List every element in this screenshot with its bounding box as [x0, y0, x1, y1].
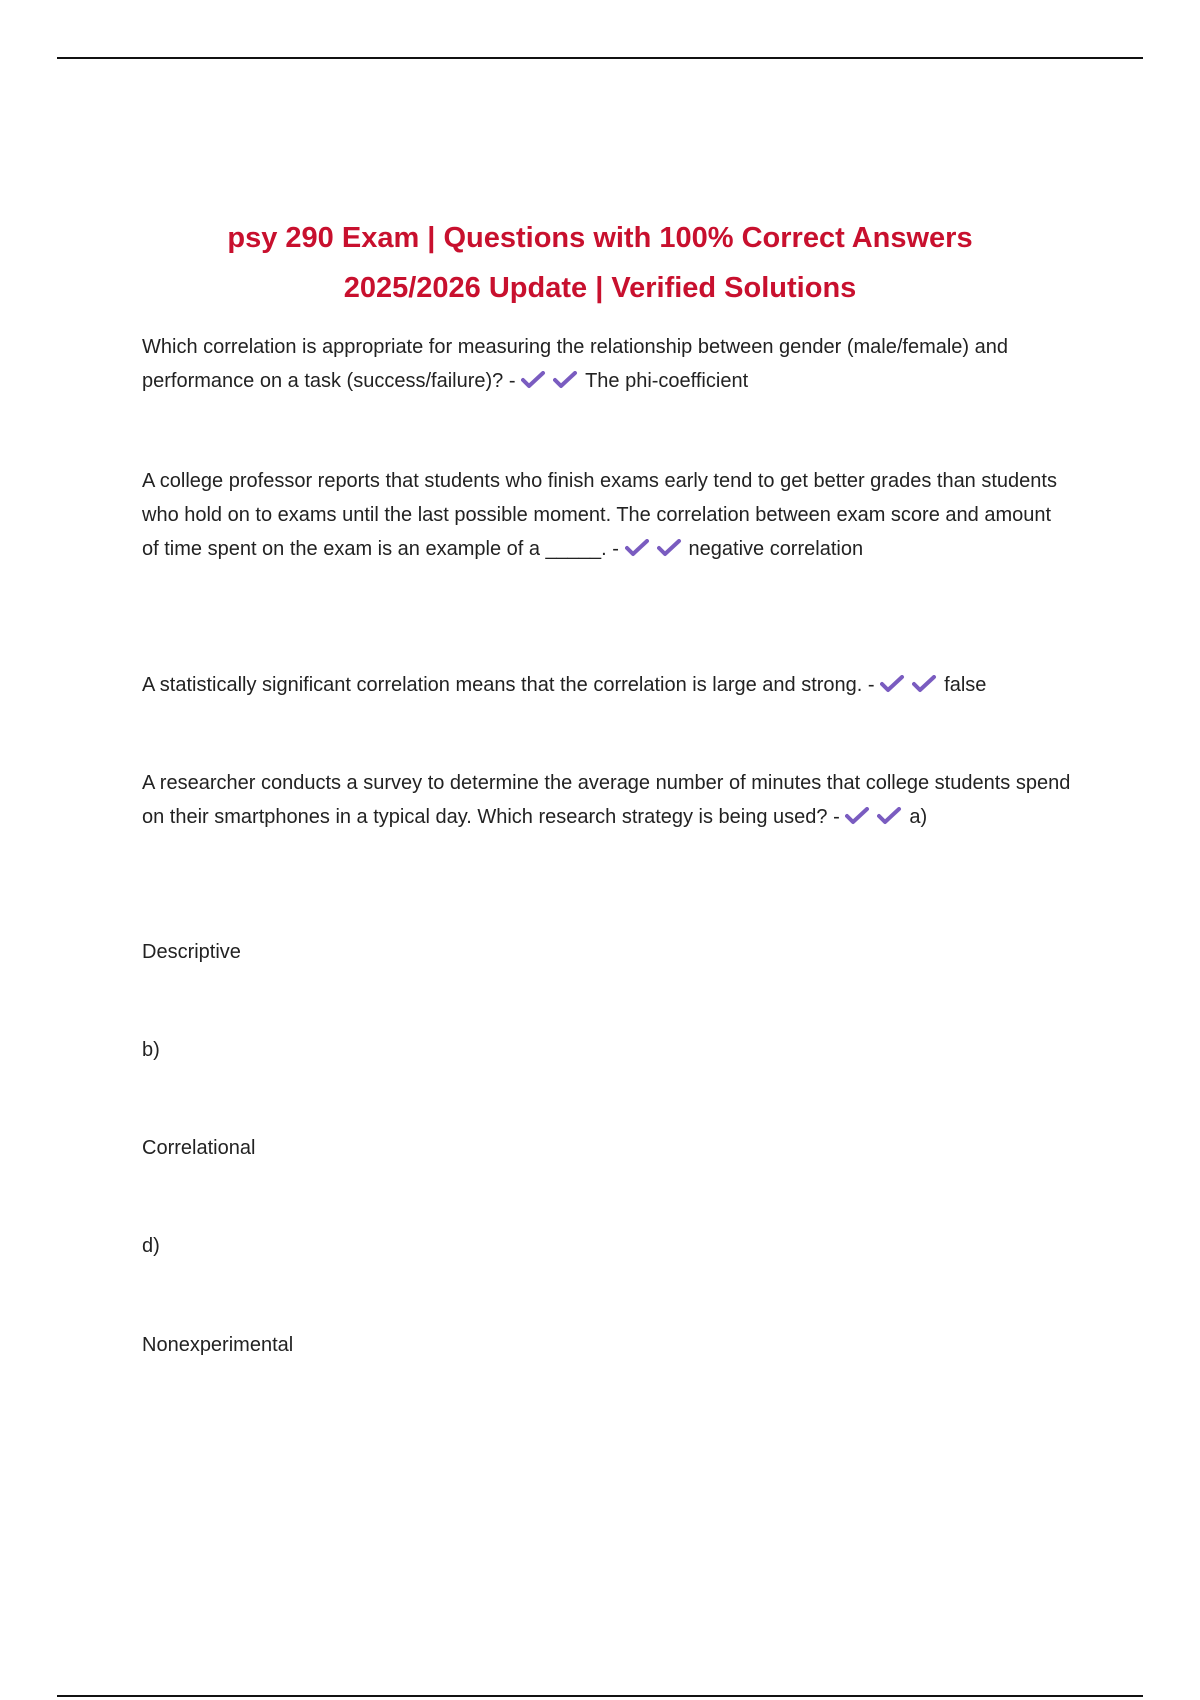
question-text: A researcher conducts a survey to determine the average number of minutes that college students spend on their smartphones in a typical day. Which research strategy is being used? - — [142, 772, 1071, 828]
answer-text: The phi-coefficient — [585, 370, 749, 392]
question-text: Which correlation is appropriate for measuring the relationship between gender (male/female) and performance on a task (success/failure)? - — [142, 336, 1009, 392]
option-nonexperimental: Nonexperimental — [142, 1334, 294, 1356]
option-b-label: b) — [142, 1039, 160, 1061]
footer-rule — [57, 1695, 1143, 1697]
answer-text: false — [944, 674, 987, 696]
check-icon — [912, 675, 938, 693]
question-2 — [142, 464, 1072, 566]
title-line-2: 2025/2026 Update | Verified Solutions — [343, 272, 857, 304]
check-icon — [880, 675, 906, 693]
answer-text: a) — [909, 806, 928, 828]
check-icon — [845, 807, 871, 825]
question-1 — [142, 330, 1072, 398]
document-title — [120, 213, 1080, 313]
check-icon — [521, 371, 547, 389]
title-line-1: psy 290 Exam | Questions with 100% Correct Answers — [227, 222, 973, 254]
check-icon — [625, 539, 651, 557]
check-icon — [877, 807, 903, 825]
question-text: A statistically significant correlation means that the correlation is large and strong. - — [142, 674, 875, 696]
check-icon — [553, 371, 579, 389]
option-correlational: Correlational — [142, 1137, 256, 1159]
question-4 — [142, 766, 1072, 834]
check-icon — [657, 539, 683, 557]
question-text: A college professor reports that students who finish exams early tend to get better grades than students who hold on to exams until the last possible moment. The correlation between exam score and amount of time spent on the exam is an example of a _____. - — [142, 470, 1057, 560]
option-d-label: d) — [142, 1235, 160, 1257]
option-descriptive: Descriptive — [142, 941, 241, 963]
answer-text: negative correlation — [688, 538, 864, 560]
header-rule — [57, 57, 1143, 59]
question-3 — [142, 668, 1102, 702]
